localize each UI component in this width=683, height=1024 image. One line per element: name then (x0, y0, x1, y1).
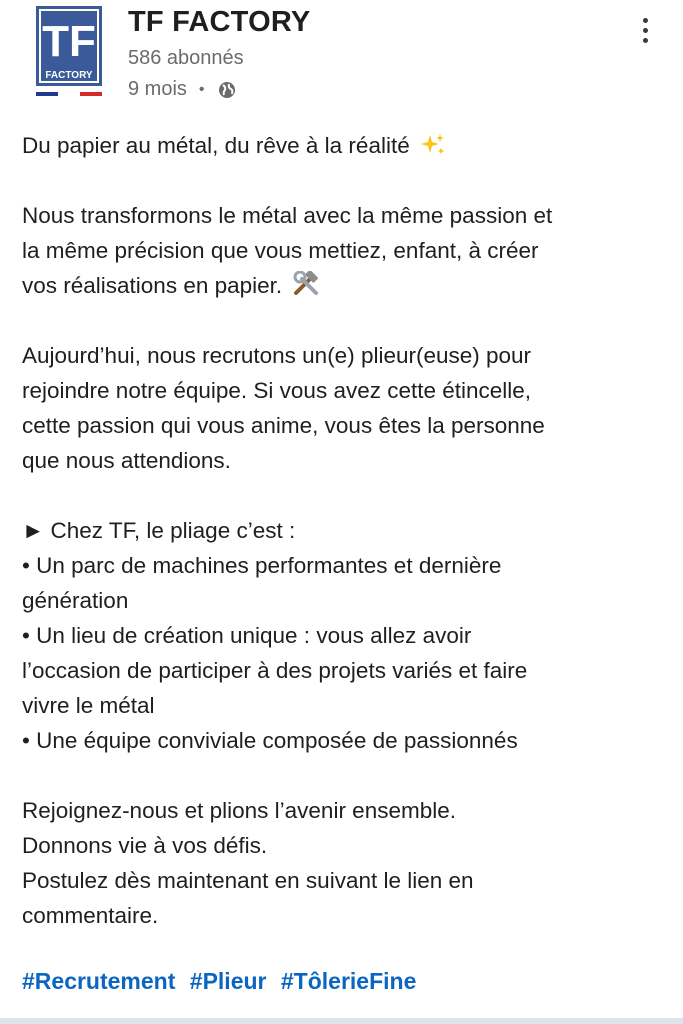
hammer-wrench-icon (292, 271, 320, 297)
globe-icon (217, 80, 237, 100)
logo-subtext: FACTORY (45, 70, 93, 81)
company-logo[interactable] (36, 6, 102, 98)
list-item: • Une équipe conviviale composée de passionnés (22, 728, 518, 753)
bottom-divider (0, 1018, 683, 1024)
logo-text: TF (42, 17, 96, 66)
post-paragraph-3: Aujourd’hui, nous recrutons un(e) plieur(euse) pour rejoindre notre équipe. Si vous avez cette étincelle, cette passion qui vous anime, vous êtes la personne que nous attendions. (22, 343, 545, 473)
post-meta (128, 78, 237, 101)
post-age: 9 mois (128, 78, 187, 100)
more-vertical-icon (643, 18, 648, 23)
list-item: • Un parc de machines performantes et dernière (22, 553, 502, 578)
post-body (22, 128, 672, 933)
post-header (0, 0, 683, 120)
list-intro: ► Chez TF, le pliage c’est : (22, 518, 296, 543)
post-paragraph-1: Du papier au métal, du rêve à la réalité (22, 128, 672, 163)
post-list: ► Chez TF, le pliage c’est : • Un parc de machines performantes et dernière génération • Un lieu de création unique : vous allez avoir l’occasion de participer à des projets variés et faire vivre le métal • Une équipe conviviale composée de passionnés (22, 518, 528, 753)
hashtag-tolerie-fine[interactable]: #TôlerieFine (280, 968, 417, 994)
more-options-button[interactable] (628, 10, 662, 50)
list-item: • Un lieu de création unique : vous allez avoir (22, 623, 472, 648)
hashtag-plieur[interactable]: #Plieur (189, 968, 267, 994)
post-paragraph-2: Nous transformons le métal avec la même passion et la même précision que vous mettiez, enfant, à créer vos réalisations en papier. (22, 203, 553, 298)
post-closing: Rejoignez-nous et plions l’avenir ensemble. Donnons vie à vos défis. Postulez dès maintenant en suivant le lien en commentaire. (22, 798, 474, 928)
hashtag-recrutement[interactable]: #Recrutement (22, 968, 176, 994)
follower-count: 586 abonnés (128, 47, 244, 69)
sparkles-icon (420, 133, 446, 157)
company-name[interactable]: TF FACTORY (128, 6, 311, 38)
hashtag-row (22, 968, 424, 995)
meta-separator: • (198, 80, 205, 98)
